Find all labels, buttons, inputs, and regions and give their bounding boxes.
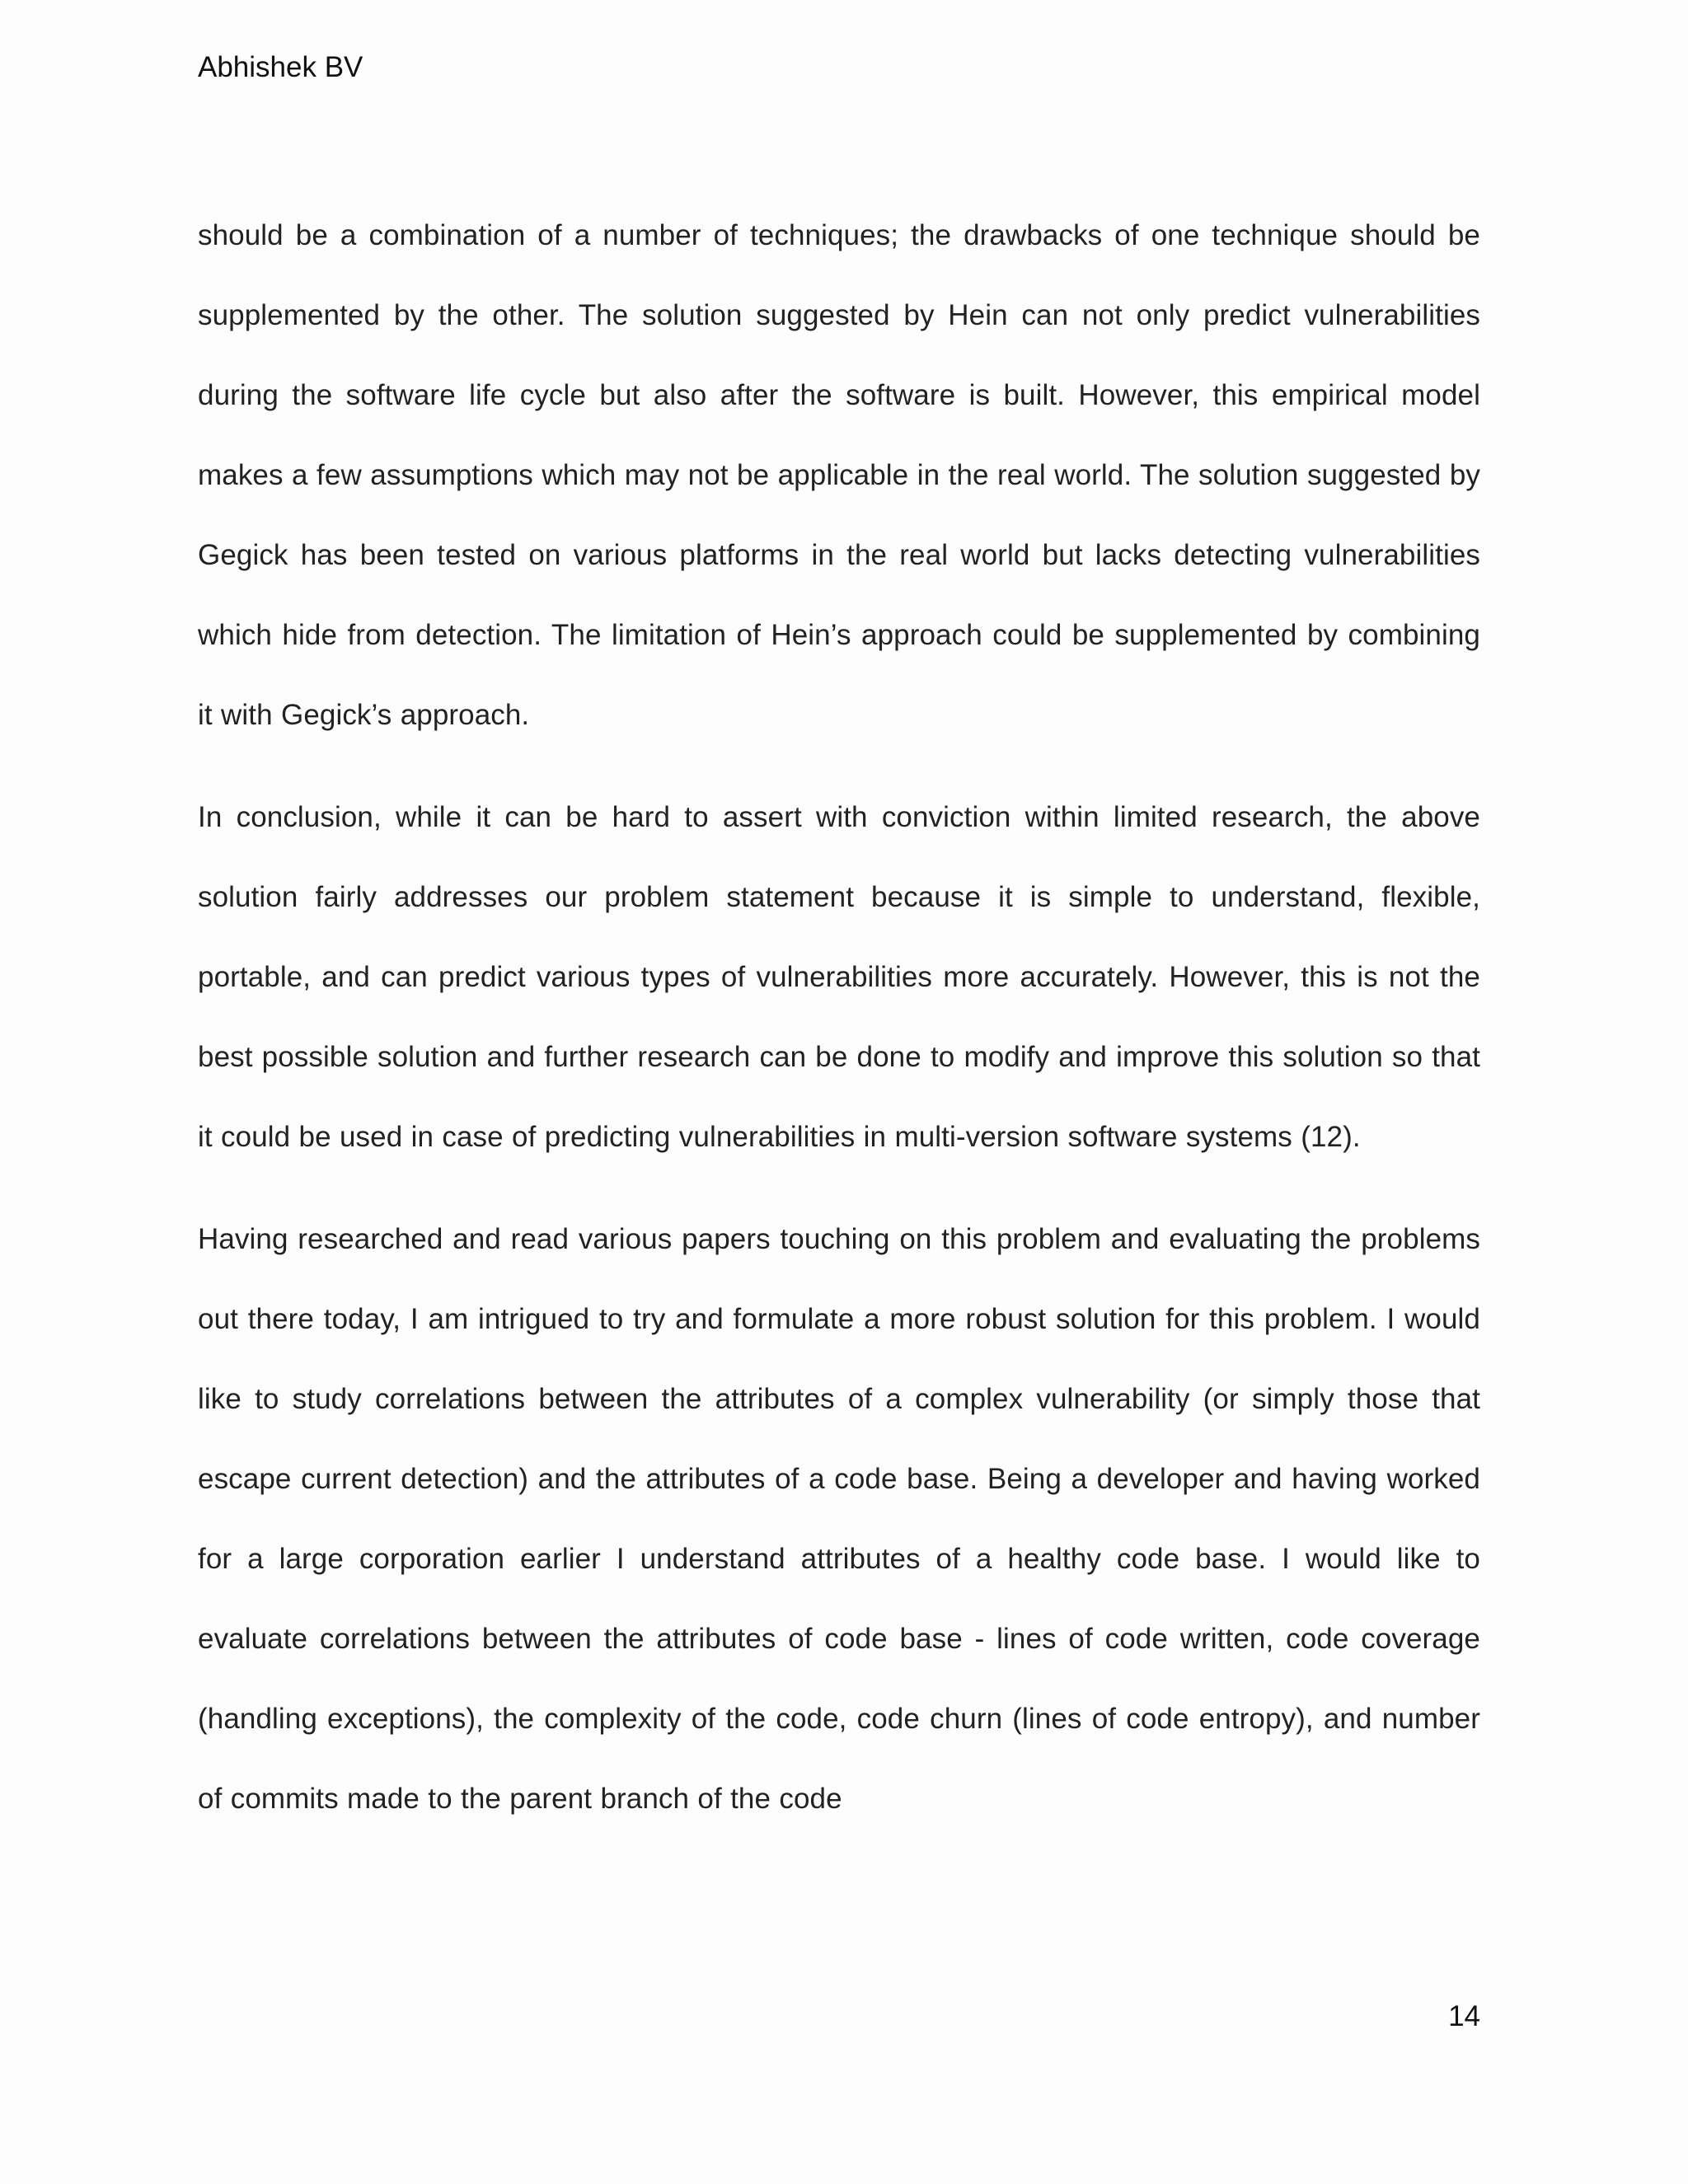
page-number: 14 <box>1448 2000 1480 2032</box>
body-text <box>198 195 1480 1861</box>
paragraph-2: In conclusion, while it can be hard to assert with conviction within limited research, the above solution fairly addresses our problem statement because it is simple to understand, flexible, portable, and can predict various types of vulnerabilities more accurately. However, this is not the best possible solution and further research can be done to modify and improve this solution so that it could be used in case of predicting vulnerabilities in multi-version software systems (12). <box>198 801 1480 1153</box>
running-header-author: Abhishek BV <box>198 51 363 83</box>
paragraph-3: Having researched and read various papers touching on this problem and evaluating the problems out there today, I am intrigued to try and formulate a more robust solution for this problem. I would like to study correlations between the attributes of a complex vulnerability (or simply those that escape current detection) and the attributes of a code base. Being a developer and having worked for a large corporation earlier I understand attributes of a healthy code base. I would like to evaluate correlations between the attributes of code base - lines of code written, code coverage (handling exceptions), the complexity of the code, code churn (lines of code entropy), and number of commits made to the parent branch of the code <box>198 1223 1480 1815</box>
paragraph-1: should be a combination of a number of techniques; the drawbacks of one technique should be supplemented by the other. The solution suggested by Hein can not only predict vulnerabilities during the software life cycle but also after the software is built. However, this empirical model makes a few assumptions which may not be applicable in the real world. The solution suggested by Gegick has been tested on various platforms in the real world but lacks detecting vulnerabilities which hide from detection. The limitation of Hein’s approach could be supplemented by combining it with Gegick’s approach. <box>198 219 1480 731</box>
